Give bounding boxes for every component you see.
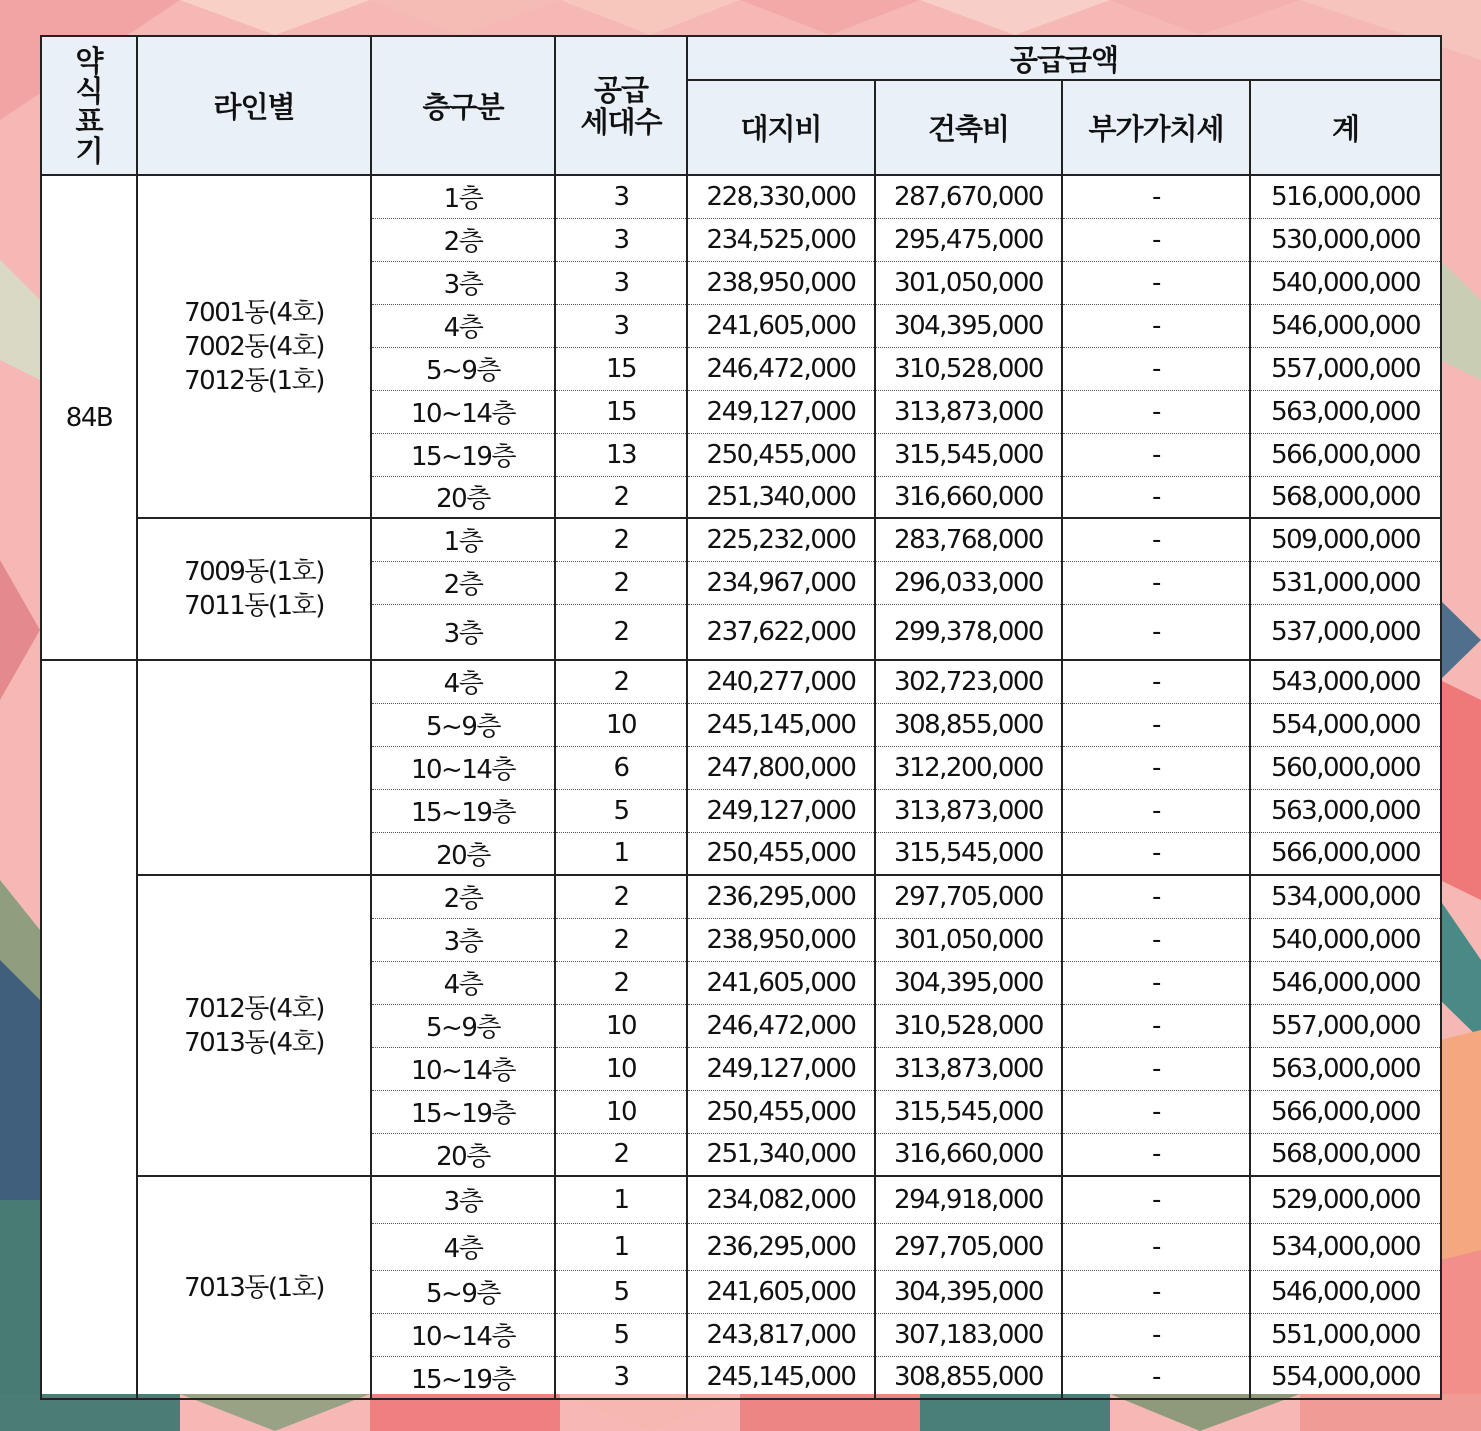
table-row: [41, 175, 1441, 218]
table-row: [41, 1176, 1441, 1223]
floor-cell: 5~9층: [371, 703, 555, 746]
floor-cell: 4층: [371, 961, 555, 1004]
vat-cell: -: [1062, 433, 1250, 476]
units-cell: 15: [555, 390, 687, 433]
units-cell: 15: [555, 347, 687, 390]
vat-cell: -: [1062, 789, 1250, 832]
total-cell: 534,000,000: [1250, 875, 1441, 918]
supply-price-table: [40, 35, 1442, 1400]
floor-cell: 3층: [371, 918, 555, 961]
vat-cell: -: [1062, 347, 1250, 390]
total-cell: 551,000,000: [1250, 1313, 1441, 1356]
vat-cell: -: [1062, 746, 1250, 789]
land-cost-cell: 238,950,000: [687, 918, 875, 961]
line-label: 7001동(4호): [184, 297, 324, 328]
units-cell: 2: [555, 561, 687, 604]
floor-cell: 5~9층: [371, 347, 555, 390]
vat-cell: -: [1062, 703, 1250, 746]
vat-cell: -: [1062, 875, 1250, 918]
table-body: [41, 175, 1441, 1399]
total-cell: 509,000,000: [1250, 518, 1441, 561]
table-row: [41, 518, 1441, 561]
type-cell: 84B: [41, 175, 137, 660]
vat-cell: -: [1062, 1047, 1250, 1090]
line-label: 7013동(4호): [184, 1027, 324, 1058]
units-header: 공급 세대수: [555, 36, 687, 175]
land-cost-cell: 250,455,000: [687, 832, 875, 875]
vat-cell: -: [1062, 304, 1250, 347]
floor-cell: 5~9층: [371, 1270, 555, 1313]
units-cell: 1: [555, 1223, 687, 1270]
amount-group-header: 공급금액: [687, 36, 1441, 80]
total-cell: 543,000,000: [1250, 660, 1441, 703]
building-cost-cell: 315,545,000: [875, 832, 1062, 875]
floor-cell: 2층: [371, 218, 555, 261]
floor-cell: 1층: [371, 175, 555, 218]
line-label: 7011동(1호): [184, 591, 324, 621]
units-cell: 3: [555, 175, 687, 218]
type-header: 약 식 표 기: [41, 36, 137, 175]
vat-cell: -: [1062, 1090, 1250, 1133]
land-cost-cell: 241,605,000: [687, 304, 875, 347]
land-cost-cell: 246,472,000: [687, 1004, 875, 1047]
type-cell-continued: [41, 660, 137, 1399]
land-header: 대지비: [687, 80, 875, 175]
building-cost-cell: 313,873,000: [875, 1047, 1062, 1090]
units-cell: 1: [555, 832, 687, 875]
total-cell: 534,000,000: [1250, 1223, 1441, 1270]
vat-cell: -: [1062, 1176, 1250, 1223]
floor-cell: 15~19층: [371, 1090, 555, 1133]
units-cell: 3: [555, 1356, 687, 1399]
building-header: 건축비: [875, 80, 1062, 175]
land-cost-cell: 251,340,000: [687, 476, 875, 518]
total-cell: 546,000,000: [1250, 1270, 1441, 1313]
line-header: 라인별: [137, 36, 371, 175]
vat-cell: -: [1062, 1356, 1250, 1399]
floor-cell: 2층: [371, 875, 555, 918]
land-cost-cell: 241,605,000: [687, 961, 875, 1004]
floor-cell: 3층: [371, 604, 555, 660]
land-cost-cell: 251,340,000: [687, 1133, 875, 1176]
floor-cell: 15~19층: [371, 433, 555, 476]
vat-cell: -: [1062, 660, 1250, 703]
floor-cell: 3층: [371, 261, 555, 304]
vat-cell: -: [1062, 218, 1250, 261]
land-cost-cell: 243,817,000: [687, 1313, 875, 1356]
total-cell: 566,000,000: [1250, 832, 1441, 875]
vat-cell: -: [1062, 961, 1250, 1004]
floor-cell: 20층: [371, 1133, 555, 1176]
units-cell: 10: [555, 1090, 687, 1133]
floor-cell: 2층: [371, 561, 555, 604]
floor-cell: 10~14층: [371, 746, 555, 789]
line-label: 7002동(4호): [184, 331, 324, 362]
total-cell: 531,000,000: [1250, 561, 1441, 604]
total-cell: 557,000,000: [1250, 347, 1441, 390]
vat-cell: -: [1062, 1223, 1250, 1270]
total-cell: 540,000,000: [1250, 261, 1441, 304]
total-cell: 563,000,000: [1250, 390, 1441, 433]
floor-cell: 5~9층: [371, 1004, 555, 1047]
building-cost-cell: 316,660,000: [875, 1133, 1062, 1176]
units-cell: 3: [555, 304, 687, 347]
vat-cell: -: [1062, 1270, 1250, 1313]
total-cell: 560,000,000: [1250, 746, 1441, 789]
units-cell: 10: [555, 1047, 687, 1090]
line-label: 7013동(1호): [184, 1272, 324, 1303]
total-cell: 557,000,000: [1250, 1004, 1441, 1047]
vat-cell: -: [1062, 175, 1250, 218]
land-cost-cell: 250,455,000: [687, 433, 875, 476]
vat-cell: -: [1062, 261, 1250, 304]
building-cost-cell: 302,723,000: [875, 660, 1062, 703]
units-cell: 5: [555, 789, 687, 832]
table-row: [41, 875, 1441, 918]
line-cell: [137, 175, 371, 518]
land-cost-cell: 245,145,000: [687, 703, 875, 746]
building-cost-cell: 316,660,000: [875, 476, 1062, 518]
units-cell: 2: [555, 660, 687, 703]
floor-cell: 10~14층: [371, 1047, 555, 1090]
floor-cell: 15~19층: [371, 1356, 555, 1399]
land-cost-cell: 234,967,000: [687, 561, 875, 604]
vat-header: 부가가치세: [1062, 80, 1250, 175]
floor-cell: 10~14층: [371, 390, 555, 433]
floor-cell: 20층: [371, 832, 555, 875]
units-cell: 5: [555, 1313, 687, 1356]
units-cell: 3: [555, 218, 687, 261]
building-cost-cell: 297,705,000: [875, 875, 1062, 918]
land-cost-cell: 234,082,000: [687, 1176, 875, 1223]
building-cost-cell: 299,378,000: [875, 604, 1062, 660]
building-cost-cell: 313,873,000: [875, 390, 1062, 433]
building-cost-cell: 308,855,000: [875, 1356, 1062, 1399]
building-cost-cell: 294,918,000: [875, 1176, 1062, 1223]
land-cost-cell: 228,330,000: [687, 175, 875, 218]
line-label: 7012동(1호): [184, 365, 324, 396]
units-cell: 2: [555, 918, 687, 961]
units-cell: 2: [555, 604, 687, 660]
total-cell: 529,000,000: [1250, 1176, 1441, 1223]
building-cost-cell: 296,033,000: [875, 561, 1062, 604]
building-cost-cell: 304,395,000: [875, 961, 1062, 1004]
units-cell: 10: [555, 703, 687, 746]
total-cell: 546,000,000: [1250, 961, 1441, 1004]
total-cell: 537,000,000: [1250, 604, 1441, 660]
land-cost-cell: 249,127,000: [687, 789, 875, 832]
units-cell: 1: [555, 1176, 687, 1223]
land-cost-cell: 236,295,000: [687, 875, 875, 918]
total-header: 계: [1250, 80, 1441, 175]
building-cost-cell: 313,873,000: [875, 789, 1062, 832]
vat-cell: -: [1062, 390, 1250, 433]
units-cell: 2: [555, 518, 687, 561]
total-cell: 563,000,000: [1250, 789, 1441, 832]
land-cost-cell: 245,145,000: [687, 1356, 875, 1399]
land-cost-cell: 240,277,000: [687, 660, 875, 703]
floor-cell: 1층: [371, 518, 555, 561]
land-cost-cell: 241,605,000: [687, 1270, 875, 1313]
building-cost-cell: 301,050,000: [875, 261, 1062, 304]
floor-cell: 15~19층: [371, 789, 555, 832]
land-cost-cell: 249,127,000: [687, 1047, 875, 1090]
total-cell: 554,000,000: [1250, 703, 1441, 746]
land-cost-cell: 236,295,000: [687, 1223, 875, 1270]
floor-cell: 4층: [371, 660, 555, 703]
building-cost-cell: 315,545,000: [875, 1090, 1062, 1133]
units-cell: 2: [555, 1133, 687, 1176]
vat-cell: -: [1062, 604, 1250, 660]
building-cost-cell: 304,395,000: [875, 1270, 1062, 1313]
land-cost-cell: 225,232,000: [687, 518, 875, 561]
units-cell: 2: [555, 961, 687, 1004]
total-cell: 566,000,000: [1250, 1090, 1441, 1133]
vat-cell: -: [1062, 476, 1250, 518]
total-cell: 568,000,000: [1250, 476, 1441, 518]
building-cost-cell: 295,475,000: [875, 218, 1062, 261]
floor-header: 층구분: [371, 36, 555, 175]
building-cost-cell: 310,528,000: [875, 1004, 1062, 1047]
building-cost-cell: 301,050,000: [875, 918, 1062, 961]
units-cell: 2: [555, 875, 687, 918]
total-cell: 563,000,000: [1250, 1047, 1441, 1090]
units-cell: 2: [555, 476, 687, 518]
land-cost-cell: 238,950,000: [687, 261, 875, 304]
building-cost-cell: 315,545,000: [875, 433, 1062, 476]
units-cell: 13: [555, 433, 687, 476]
vat-cell: -: [1062, 561, 1250, 604]
total-cell: 554,000,000: [1250, 1356, 1441, 1399]
table-row: [41, 660, 1441, 703]
floor-cell: 4층: [371, 1223, 555, 1270]
floor-cell: 4층: [371, 304, 555, 347]
floor-cell: 3층: [371, 1176, 555, 1223]
total-cell: 568,000,000: [1250, 1133, 1441, 1176]
total-cell: 530,000,000: [1250, 218, 1441, 261]
total-cell: 516,000,000: [1250, 175, 1441, 218]
vat-cell: -: [1062, 518, 1250, 561]
vat-cell: -: [1062, 918, 1250, 961]
line-cell: [137, 1176, 371, 1399]
units-cell: 3: [555, 261, 687, 304]
total-cell: 566,000,000: [1250, 433, 1441, 476]
total-cell: 540,000,000: [1250, 918, 1441, 961]
units-cell: 10: [555, 1004, 687, 1047]
floor-cell: 10~14층: [371, 1313, 555, 1356]
land-cost-cell: 246,472,000: [687, 347, 875, 390]
vat-cell: -: [1062, 1004, 1250, 1047]
building-cost-cell: 310,528,000: [875, 347, 1062, 390]
line-cell: [137, 518, 371, 660]
building-cost-cell: 307,183,000: [875, 1313, 1062, 1356]
land-cost-cell: 237,622,000: [687, 604, 875, 660]
units-cell: 6: [555, 746, 687, 789]
line-label: 7012동(4호): [184, 993, 324, 1024]
line-cell: [137, 875, 371, 1176]
vat-cell: -: [1062, 1133, 1250, 1176]
land-cost-cell: 247,800,000: [687, 746, 875, 789]
land-cost-cell: 234,525,000: [687, 218, 875, 261]
building-cost-cell: 283,768,000: [875, 518, 1062, 561]
line-label: 7009동(1호): [184, 557, 324, 587]
total-cell: 546,000,000: [1250, 304, 1441, 347]
building-cost-cell: 297,705,000: [875, 1223, 1062, 1270]
vat-cell: -: [1062, 832, 1250, 875]
building-cost-cell: 308,855,000: [875, 703, 1062, 746]
price-table-container: [40, 35, 1440, 1394]
line-cell: [137, 660, 371, 875]
building-cost-cell: 312,200,000: [875, 746, 1062, 789]
land-cost-cell: 250,455,000: [687, 1090, 875, 1133]
floor-cell: 20층: [371, 476, 555, 518]
units-cell: 5: [555, 1270, 687, 1313]
vat-cell: -: [1062, 1313, 1250, 1356]
building-cost-cell: 304,395,000: [875, 304, 1062, 347]
building-cost-cell: 287,670,000: [875, 175, 1062, 218]
land-cost-cell: 249,127,000: [687, 390, 875, 433]
